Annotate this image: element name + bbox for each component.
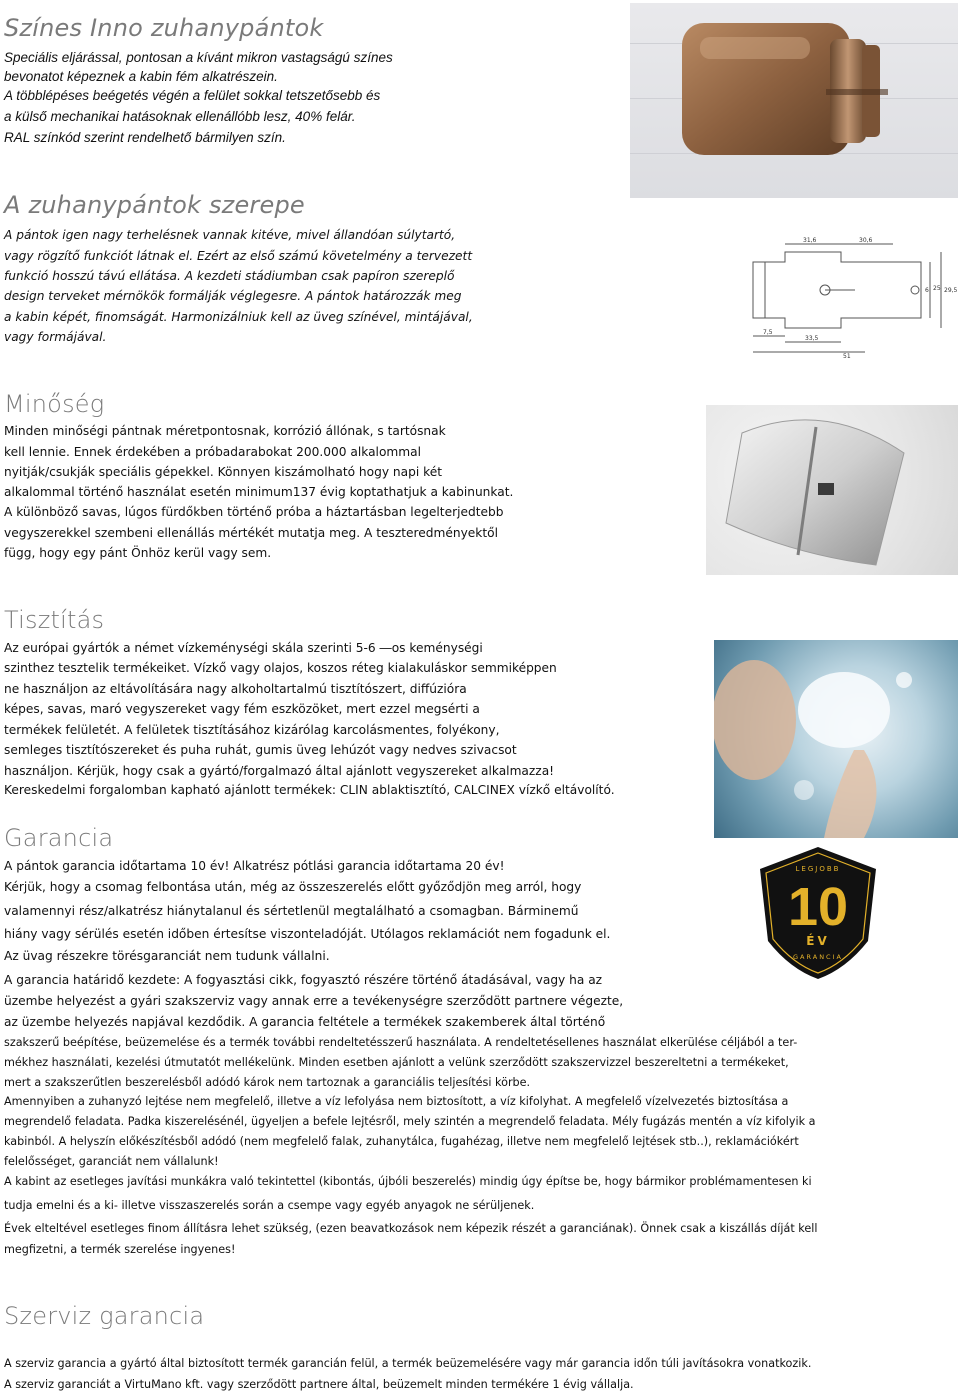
hinge-photo-bronze (630, 3, 958, 198)
paragraph-line: A szerviz garanciát a VirtuMano kft. vagy szerződött partnere által, beüzemelt minden termékére 1 évig vállalja. (4, 1378, 634, 1391)
dimension-label: 33,5 (805, 335, 819, 342)
paragraph-line: valamennyi rész/alkatrész hiánytalanul és sértetlenül megtalálható a csomagban. Bárminemű (4, 904, 579, 918)
paragraph-line: A különböző savas, lúgos fürdőkben történő próba a háztartásban legelterjedtebb (4, 505, 504, 519)
paragraph-line: Kereskedelmi forgalomban kapható ajánlott termékek: CLIN ablaktisztító, CALCINEX vízkő eltávolító. (4, 783, 615, 797)
paragraph-line: funkció hosszú távú ellátása. A kezdeti stádiumban csak papíron szereplő (4, 269, 455, 283)
paragraph-line: szinthez tesztelik termékeiket. Vízkő vagy olajos, koszos réteg kialakuláskor semmiképpen (4, 661, 557, 675)
paragraph-line: az üzembe helyezés napjával kezdődik. A garancia feltétele a termékek szakemberek által történő (4, 1015, 606, 1029)
paragraph-line: hiány vagy sérülés esetén időben értesítse viszonteladóját. Utólagos reklamációt nem fogadunk el. (4, 927, 611, 941)
paragraph-line: Évek elteltével esetleges finom állításra lehet szükség, (ezen beavatkozások nem képezik részét a garanciának). Önnek csak a kiszállás díját kell (4, 1222, 818, 1235)
paragraph-line: felelősséget, garanciát nem vállalunk! (4, 1155, 219, 1168)
heading-szerviz-garancia: Szerviz garancia (4, 1302, 205, 1330)
silver-hinge-illustration (706, 405, 958, 575)
paragraph-line: függ, hogy egy pánt Önhöz kerül vagy sem. (4, 546, 272, 560)
hinge-photo-silver (706, 405, 958, 575)
paragraph-line: mékhez használati, kezelési útmutatót mellékelünk. Minden esetben ajánlott a velünk szerződött szakszervizzel beszereltetni a termékeket, (4, 1056, 789, 1069)
paragraph-line: A garancia határidő kezdete: A fogyasztási cikk, fogyasztó részére történő átadásával, vagy ha az (4, 973, 603, 987)
paragraph-line: üzembe helyezést a gyári szakszerviz vagy annak erre a tevékenységre szerződött partnere végezte, (4, 994, 624, 1008)
paragraph-line: Minden minőségi pántnak méretpontosnak, korrózió állónak, s tartósnak (4, 424, 446, 438)
dimension-label: 6 (925, 287, 929, 294)
badge-bottom-text: GARANCIA (793, 953, 843, 961)
paragraph-line: Az európai gyártók a német vízkeménységi skála szerinti 5-6 ―os keménységi (4, 641, 483, 655)
paragraph-line: Speciális eljárással, pontosan a kívánt mikron vastagságú színes (4, 50, 393, 65)
heading-zuhanypantok-szerepe: A zuhanypántok szerepe (4, 191, 305, 219)
paragraph-line: Az üvag részekre törésgaranciát nem tudunk vállalni. (4, 949, 330, 963)
paragraph-line: megfizetni, a termék szerelése ingyenes! (4, 1243, 236, 1256)
paragraph-line: termékek felületét. A felületek tisztításához kizárólag karcolásmentes, folyékony, (4, 723, 500, 737)
cleaning-photo (714, 640, 958, 838)
ten-year-guarantee-badge (756, 845, 880, 981)
paragraph-line: semleges tisztítószereket és puha ruhát, gumis üveg lehúzót vagy nedves szivacsot (4, 743, 517, 757)
paragraph-line: vegyszerekkel szembeni ellenállás mértékét mutatja meg. A teszteredményektől (4, 526, 498, 540)
paragraph-line: A pántok garancia időtartama 10 év! Alkatrész pótlási garancia időtartama 20 év! (4, 859, 505, 873)
badge-unit: ÉV (806, 934, 830, 948)
dimension-label: 31,6 (803, 237, 817, 244)
badge-top-text: LEGJOBB (795, 865, 841, 873)
paragraph-line: A pántok igen nagy terhelésnek vannak kitéve, mivel állandóan súlytartó, (4, 228, 456, 242)
paragraph-line: Amennyiben a zuhanyzó lejtése nem megfelelő, illetve a víz lefolyása nem biztosított, a víz kifolyhat. A megfelelő vízelvezetés biztosítása a (4, 1095, 789, 1108)
paragraph-line: RAL színkód szerint rendelhető bármilyen szín. (4, 130, 286, 145)
paragraph-line: szakszerű beépítése, beüzemelése és a termék további rendeltetésszerű használata. A rendeltetésellenes használat elkerülése céljából a ter- (4, 1036, 798, 1049)
paragraph-line: vagy rögzítő funkciót látnak el. Ezért az első számú követelmény a tervezett (4, 249, 473, 263)
dimension-label: 51 (843, 353, 851, 360)
paragraph-line: a kabin képét, finomságát. Harmonizálniuk kell az üveg színével, mintájával, (4, 310, 473, 324)
paragraph-line: kabinból. A helyszín előkészítésből adódó (nem megfelelő falak, zuhanytálca, fugahézag, illetve nem megfelelő lejtések stb..), reklamációkért (4, 1135, 799, 1148)
dimension-label: 7,5 (763, 329, 773, 336)
paragraph-line: Kérjük, hogy a csomag felbontása után, még az összeszerelés előtt győződjön meg arról, hogy (4, 880, 582, 894)
paragraph-line: A szerviz garancia a gyártó által biztosított termék garancián felül, a termék beüzemelésére vagy már garancia időn túli javításokra vonatkozik. (4, 1357, 812, 1370)
paragraph-line: használjon. Kérjük, hogy csak a gyártó/forgalmazó által ajánlott vegyszereket alkalmazza! (4, 764, 555, 778)
heading-szines-inno: Színes Inno zuhanypántok (4, 14, 324, 42)
paragraph-line: a külső mechanikai hatásoknak ellenállóbb lesz, 40% felár. (4, 109, 356, 124)
dimension-label: 25 (933, 285, 941, 292)
paragraph-line: megrendelő feladata. Padka kiszerelésénél, ügyeljen a befele lejtésről, mely szintén a megrendelő feladata. Mély fugázás mentén a víz kifolyik a (4, 1115, 816, 1128)
dimension-label: 29,5 (944, 287, 957, 294)
paragraph-line: alkalommal történő használat esetén minimum137 évig koptathatjuk a kabinunkat. (4, 485, 514, 499)
badge-number: 10 (787, 877, 849, 937)
paragraph-line: tudja emelni és a ki- illetve visszaszerelés során a csempe vagy egyéb anyagok ne sérüljenek. (4, 1199, 535, 1212)
hinge-illustration (630, 3, 958, 198)
paragraph-line: vagy formájával. (4, 330, 107, 344)
paragraph-line: nyitják/csukják speciális gépekkel. Könnyen kiszámolható hogy napi két (4, 465, 443, 479)
dimension-label: 30,6 (859, 237, 873, 244)
paragraph-line: kell lennie. Ennek érdekében a próbadarabokat 200.000 alkalommal (4, 445, 421, 459)
paragraph-line: A többlépéses beégetés végén a felület sokkal tetszetősebb és (4, 88, 381, 103)
paragraph-line: képes, savas, maró vegyszereket vagy fém eszközöket, mert ezzel megsérti a (4, 702, 480, 716)
cleaning-illustration (714, 640, 958, 838)
heading-garancia: Garancia (4, 824, 114, 852)
paragraph-line: mert a szakszerűtlen beszerelésből adódó károk nem tartoznak a garanciális teljesítési körbe. (4, 1076, 531, 1089)
paragraph-line: A kabint az esetleges javítási munkákra való tekintettel (kibontás, újbóli beszerelés) mindig úgy építse be, hogy bármikor problémamentesen ki (4, 1175, 812, 1188)
paragraph-line: bevonatot képeznek a kabin fém alkatrészein. (4, 69, 278, 84)
paragraph-line: ne használjon az eltávolítására nagy alkoholtartalmú tisztítószert, diffúzióra (4, 682, 467, 696)
heading-tisztitas: Tisztítás (4, 606, 105, 634)
heading-minoseg: Minőség (4, 390, 105, 418)
hinge-technical-drawing (725, 232, 957, 360)
paragraph-line: design terveket mérnökök formálják véglegesre. A pántok határozzák meg (4, 289, 462, 303)
